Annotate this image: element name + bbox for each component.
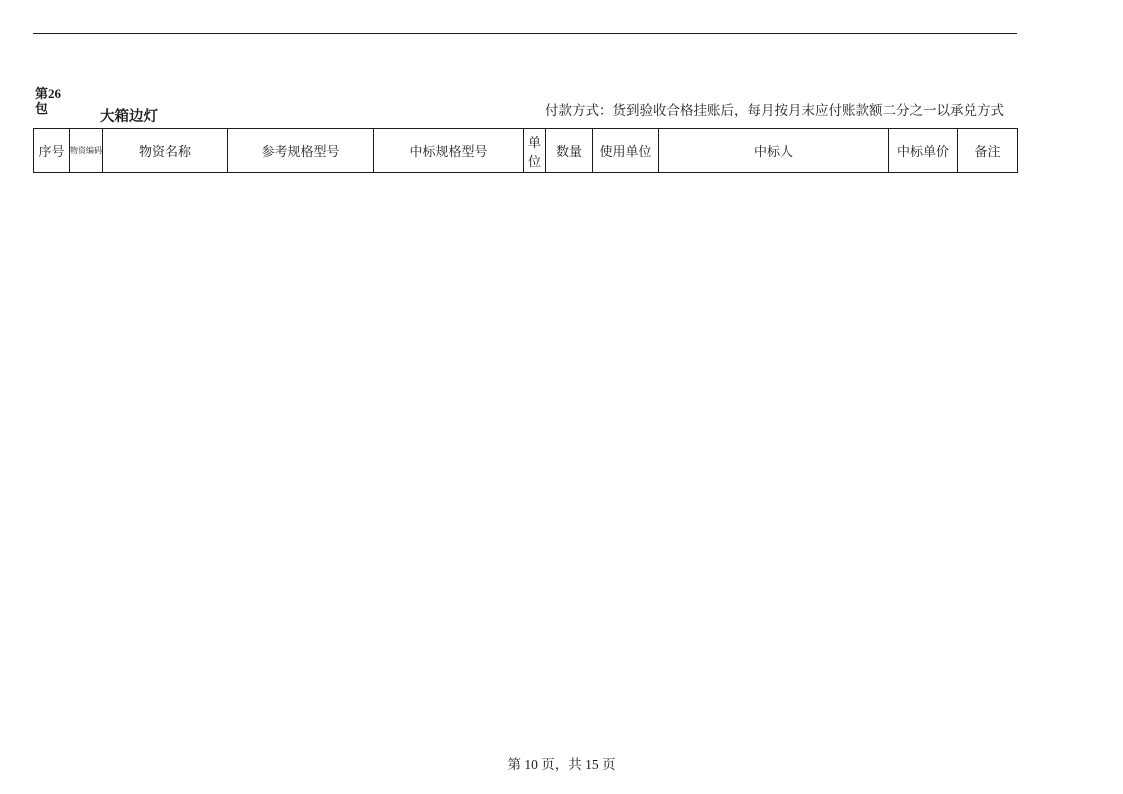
table-row <box>34 293 1018 333</box>
package-title: 大箱边灯 <box>100 109 158 125</box>
table-row <box>33 40 1017 72</box>
table-row <box>34 413 1018 453</box>
table-row <box>34 453 1018 493</box>
column-header-price: 中标单价 <box>889 129 958 173</box>
column-header-ref-spec: 参考规格型号 <box>228 129 374 173</box>
column-header-note: 备注 <box>958 129 1018 173</box>
package-number <box>35 86 75 116</box>
column-header-bid-spec: 中标规格型号 <box>374 129 524 173</box>
column-header-code: 物资编码 <box>70 129 103 173</box>
column-header-qty: 数量 <box>546 129 593 173</box>
table-row <box>34 253 1018 293</box>
package-number-line1: 第26 <box>35 86 62 101</box>
payment-terms-note: 付款方式：货到验收合格挂账后，每月按月末应付账款额二分之一以承兑方式 <box>545 103 1004 118</box>
items-table <box>33 128 1018 733</box>
table-row <box>34 653 1018 693</box>
table-header-row <box>34 129 1018 173</box>
column-header-winner: 中标人 <box>659 129 889 173</box>
table-row <box>34 693 1018 733</box>
previous-package-table <box>33 40 1017 72</box>
prev-table-body <box>33 40 1017 72</box>
column-header-user: 使用单位 <box>593 129 659 173</box>
table-row <box>34 373 1018 413</box>
table-row <box>34 573 1018 613</box>
page-number-footer: 第 10 页，共 15 页 <box>507 757 616 772</box>
table-row <box>34 173 1018 213</box>
previous-row-divider <box>33 33 1017 34</box>
table-row <box>34 213 1018 253</box>
table-row <box>34 613 1018 653</box>
package-number-line2: 包 <box>35 101 49 116</box>
items-table-body <box>34 173 1018 733</box>
table-row <box>34 533 1018 573</box>
column-header-name: 物资名称 <box>103 129 228 173</box>
table-row <box>34 333 1018 373</box>
column-header-seq: 序号 <box>34 129 70 173</box>
table-row <box>34 493 1018 533</box>
column-header-unit: 单位 <box>524 129 546 173</box>
